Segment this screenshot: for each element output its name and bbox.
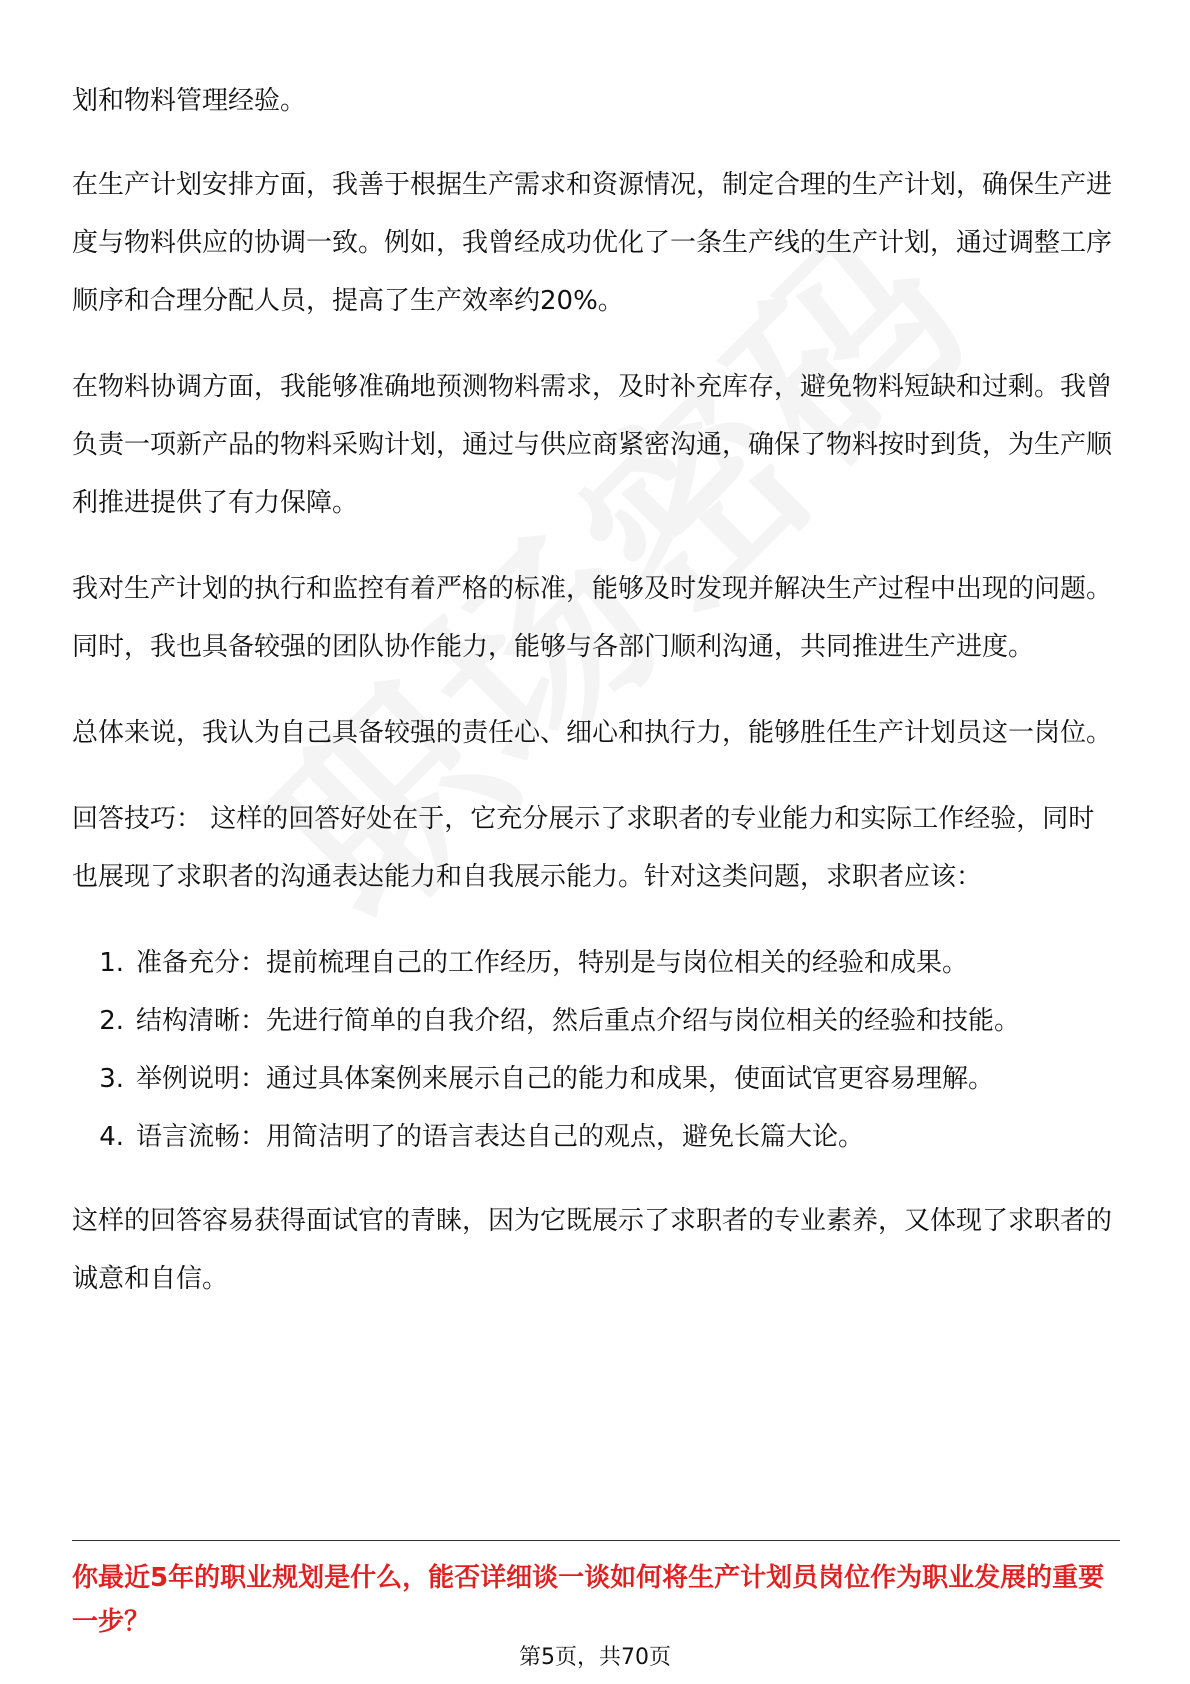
list-item bbox=[72, 1050, 1120, 1108]
page-number-footer: 第5页，共70页 bbox=[519, 1645, 671, 1670]
list-item-number: 1. bbox=[99, 948, 124, 978]
section-divider bbox=[72, 1540, 1120, 1541]
list-item-number: 3. bbox=[99, 1064, 124, 1094]
list-item bbox=[72, 992, 1120, 1050]
list-item-number: 2. bbox=[99, 1006, 124, 1036]
paragraph-execution-monitoring: 我对生产计划的执行和监控有着严格的标准，能够及时发现并解决生产过程中出现的问题。同时，我也具备较强的团队协作能力，能够与各部门顺利沟通，共同推进生产进度。 bbox=[72, 574, 1113, 662]
main-content bbox=[72, 72, 1120, 1336]
paragraph-closing: 这样的回答容易获得面试官的青睐，因为它既展示了求职者的专业素养，又体现了求职者的诚意和自信。 bbox=[72, 1206, 1113, 1294]
paragraph-continuation: 划和物料管理经验。 bbox=[72, 86, 307, 116]
paragraph-answer-tips: 回答技巧： 这样的回答好处在于，它充分展示了求职者的专业能力和实际工作经验，同时也展现了求职者的沟通表达能力和自我展示能力。针对这类问题，求职者应该： bbox=[72, 804, 1095, 892]
paragraph-summary: 总体来说，我认为自己具备较强的责任心、细心和执行力，能够胜任生产计划员这一岗位。 bbox=[72, 718, 1113, 748]
list-item-text: 举例说明：通过具体案例来展示自己的能力和成果，使面试官更容易理解。 bbox=[136, 1064, 995, 1094]
tips-list bbox=[72, 934, 1120, 1166]
next-question-heading: 你最近5年的职业规划是什么，能否详细谈一谈如何将生产计划员岗位作为职业发展的重要一步？ bbox=[72, 1563, 1105, 1637]
paragraph-material-coordination: 在物料协调方面，我能够准确地预测物料需求，及时补充库存，避免物料短缺和过剩。我曾负责一项新产品的物料采购计划，通过与供应商紧密沟通，确保了物料按时到货，为生产顺利推进提供了有力保障。 bbox=[72, 372, 1113, 518]
list-item-text: 语言流畅：用简洁明了的语言表达自己的观点，避免长篇大论。 bbox=[136, 1122, 865, 1152]
paragraph-production-planning: 在生产计划安排方面，我善于根据生产需求和资源情况，制定合理的生产计划，确保生产进度与物料供应的协调一致。例如，我曾经成功优化了一条生产线的生产计划，通过调整工序顺序和合理分配人员，提高了生产效率约20%。 bbox=[72, 170, 1113, 316]
list-item-text: 结构清晰：先进行简单的自我介绍，然后重点介绍与岗位相关的经验和技能。 bbox=[136, 1006, 1021, 1036]
list-item-text: 准备充分：提前梳理自己的工作经历，特别是与岗位相关的经验和成果。 bbox=[136, 948, 969, 978]
list-item bbox=[72, 934, 1120, 992]
list-item bbox=[72, 1108, 1120, 1166]
list-item-number: 4. bbox=[99, 1122, 124, 1152]
